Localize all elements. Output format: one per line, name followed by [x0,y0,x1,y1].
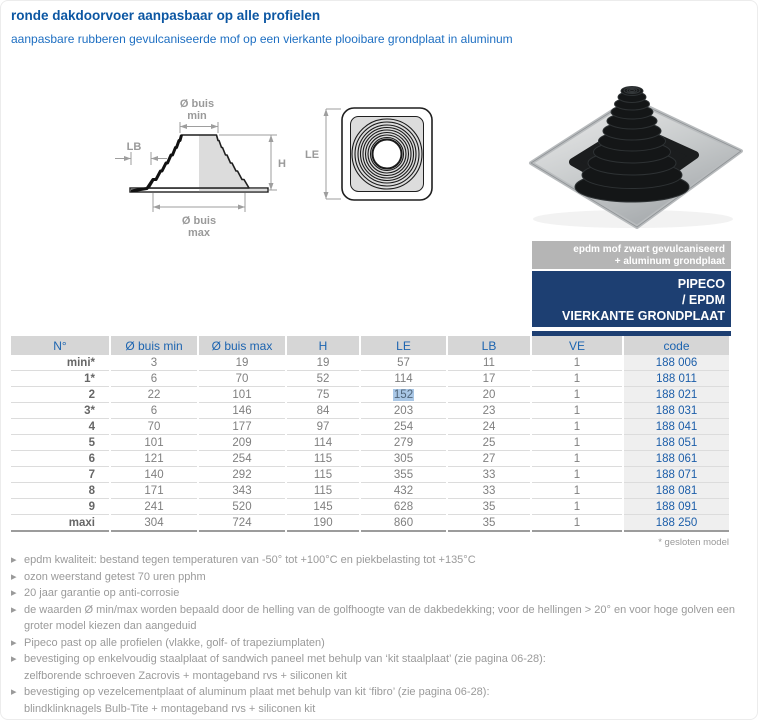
col-header-n: N° [11,336,109,355]
cell-ve: 1 [532,403,622,419]
cell-le: 114 [361,371,446,387]
cell-h: 75 [287,387,359,403]
cell-lb: 35 [448,499,530,515]
product-photo [501,67,751,237]
cell-model: 5 [11,435,109,451]
dim-h-label: H [278,158,286,170]
cell-h: 114 [287,435,359,451]
cell-h: 190 [287,515,359,532]
cell-le: 152 [361,387,446,403]
dim-buis-min-label-1: Ø buis [179,98,215,110]
bullet-arrow-icon: ▸ [11,686,17,698]
top-view-drawing [301,99,449,211]
cell-ve: 1 [532,371,622,387]
list-item [11,585,753,602]
cell-h: 97 [287,419,359,435]
table-row [11,355,729,371]
cell-model: 3* [11,403,109,419]
cell-buis-max: 724 [199,515,285,532]
cell-buis-min: 70 [111,419,197,435]
cell-code: 188 071 [624,467,729,483]
list-item [11,635,753,652]
spec-table-body [11,355,729,532]
cell-lb: 20 [448,387,530,403]
bullet-arrow-icon: ▸ [11,603,17,616]
cell-model: 1* [11,371,109,387]
cell-ve: 1 [532,387,622,403]
list-item-line: 20 jaar garantie op anti-corrosie [24,587,180,599]
list-item-text [24,651,546,684]
cell-buis-max: 146 [199,403,285,419]
table-row [11,435,729,451]
cell-h: 19 [287,355,359,371]
list-item-text [24,684,490,717]
list-item-line: bevestiging op enkelvoudig staalplaat of sandwich paneel met behulp van ‘kit staalplaat’ (zie pagina 06-28): [24,653,546,665]
bullet-arrow-icon: ▸ [11,570,17,583]
bullet-arrow-icon: ▸ [11,653,17,665]
cell-code: 188 031 [624,403,729,419]
col-header-h: H [287,336,359,355]
cell-lb: 27 [448,451,530,467]
list-item [11,602,753,635]
cell-ve: 1 [532,451,622,467]
cell-le: 355 [361,467,446,483]
col-header-lb: LB [448,336,530,355]
cell-buis-max: 19 [199,355,285,371]
col-header-max: Ø buis max [199,336,285,355]
bullet-arrow-icon: ▸ [11,587,17,599]
cell-buis-min: 304 [111,515,197,532]
cell-le: 432 [361,483,446,499]
cell-model: 7 [11,467,109,483]
cell-ve: 1 [532,483,622,499]
cell-h: 115 [287,451,359,467]
product-name-banner [532,271,731,327]
list-item-line: blindklinknagels Bulb-Tite + montageband rvs + siliconen kit [24,702,316,715]
cell-lb: 17 [448,371,530,387]
cell-h: 115 [287,483,359,499]
material-banner-line1: epdm mof zwart gevulcaniseerd [573,244,725,255]
cell-h: 52 [287,371,359,387]
cell-buis-max: 209 [199,435,285,451]
table-row [11,403,729,419]
cell-ve: 1 [532,515,622,532]
cell-le: 860 [361,515,446,532]
list-item-line: groter model kiezen dan aangeduid [24,620,197,632]
list-item [11,569,753,586]
cell-lb: 24 [448,419,530,435]
list-item-text [24,569,206,586]
cell-buis-min: 22 [111,387,197,403]
cell-buis-max: 70 [199,371,285,387]
list-item-line: zelfborende schroeven Zacrovis + montageband rvs + siliconen kit [24,669,347,682]
cell-buis-min: 101 [111,435,197,451]
cell-lb: 35 [448,515,530,532]
list-item-text [24,585,179,602]
cell-ve: 1 [532,435,622,451]
cell-buis-max: 520 [199,499,285,515]
cell-le: 305 [361,451,446,467]
product-name-line1: PIPECO [677,277,725,291]
list-item-line: Pipeco past op alle profielen (vlakke, golf- of trapeziumplaten) [24,636,325,649]
cell-code: 188 041 [624,419,729,435]
dim-lb-label: LB [126,141,142,153]
table-row [11,483,729,499]
cell-buis-max: 177 [199,419,285,435]
cell-le: 57 [361,355,446,371]
dim-buis-max-label-2: max [187,227,211,239]
cell-model: 2 [11,387,109,403]
cell-buis-max: 343 [199,483,285,499]
cell-model: mini* [11,355,109,371]
material-banner [532,241,731,269]
spec-table-header-row [11,336,729,355]
cell-code: 188 061 [624,451,729,467]
feature-list [11,552,753,717]
cell-le: 254 [361,419,446,435]
dim-le-label: LE [305,149,320,161]
list-item-line: ozon weerstand getest 70 uren pphm [24,570,206,583]
cell-code: 188 006 [624,355,729,371]
list-item [11,552,753,569]
cell-lb: 25 [448,435,530,451]
flange-shade [199,189,267,191]
col-header-le: LE [361,336,446,355]
cell-le: 203 [361,403,446,419]
table-row [11,451,729,467]
cell-code: 188 091 [624,499,729,515]
cell-buis-max: 101 [199,387,285,403]
material-banner-line2: + aluminum grondplaat [614,256,725,267]
cell-ve: 1 [532,499,622,515]
table-row [11,467,729,483]
col-header-min: Ø buis min [111,336,197,355]
table-row [11,419,729,435]
list-item-line: de waarden Ø min/max worden bepaald door de helling van de golfhoogte van de dakbedekking; voor de hellingen > 20° en voor hoge golven een [24,603,736,616]
cell-buis-max: 254 [199,451,285,467]
cell-model: 9 [11,499,109,515]
cell-h: 84 [287,403,359,419]
dim-buis-max-label-1: Ø buis [181,215,217,227]
cell-model: 6 [11,451,109,467]
cell-code: 188 021 [624,387,729,403]
cell-model: 4 [11,419,109,435]
cell-model: maxi [11,515,109,532]
cell-code: 188 250 [624,515,729,532]
list-item-text [24,635,325,652]
list-item [11,651,753,684]
cell-lb: 33 [448,467,530,483]
product-name-line3: VIERKANTE GRONDPLAAT [562,309,725,323]
bullet-arrow-icon: ▸ [11,636,17,649]
cell-buis-min: 6 [111,371,197,387]
bullet-arrow-icon: ▸ [11,554,17,566]
cell-buis-min: 6 [111,403,197,419]
list-item-text [24,552,476,569]
pipe-hole [373,140,402,169]
list-item [11,684,753,717]
side-view-drawing [101,94,301,239]
cell-lb: 23 [448,403,530,419]
cell-le: 279 [361,435,446,451]
cell-buis-min: 241 [111,499,197,515]
table-row [11,371,729,387]
cell-buis-min: 3 [111,355,197,371]
table-row [11,499,729,515]
cell-lb: 11 [448,355,530,371]
dim-buis-min-label-2: min [187,110,207,122]
list-item-line: bevestiging op vezelcementplaat of aluminum plaat met behulp van kit ‘fibro’ (zie pagina 06-28): [24,686,490,698]
cell-code: 188 081 [624,483,729,499]
cell-buis-min: 121 [111,451,197,467]
cell-buis-min: 171 [111,483,197,499]
product-name-line2: / EPDM [681,293,725,307]
cell-code: 188 011 [624,371,729,387]
col-header-ve: VE [532,336,622,355]
cell-le: 628 [361,499,446,515]
cell-ve: 1 [532,419,622,435]
table-row [11,387,729,403]
cell-ve: 1 [532,355,622,371]
cell-ve: 1 [532,467,622,483]
cell-buis-max: 292 [199,467,285,483]
page-subtitle: aanpasbare rubberen gevulcaniseerde mof op een vierkante plooibare grondplaat in aluminum [11,32,513,46]
cell-h: 115 [287,467,359,483]
list-item-line: epdm kwaliteit: bestand tegen temperaturen van -50° tot +100°C en piekbelasting tot +135°C [24,554,476,566]
cell-buis-min: 140 [111,467,197,483]
cell-h: 145 [287,499,359,515]
spec-table-container [9,336,731,532]
cell-model: 8 [11,483,109,499]
cell-lb: 33 [448,483,530,499]
table-row [11,515,729,532]
cell-code: 188 051 [624,435,729,451]
page-title: ronde dakdoorvoer aanpasbaar op alle profielen [11,8,321,23]
col-header-code: code [624,336,729,355]
spec-table [9,336,731,532]
list-item-text [24,602,735,635]
table-footnote: * gesloten model [658,537,729,548]
